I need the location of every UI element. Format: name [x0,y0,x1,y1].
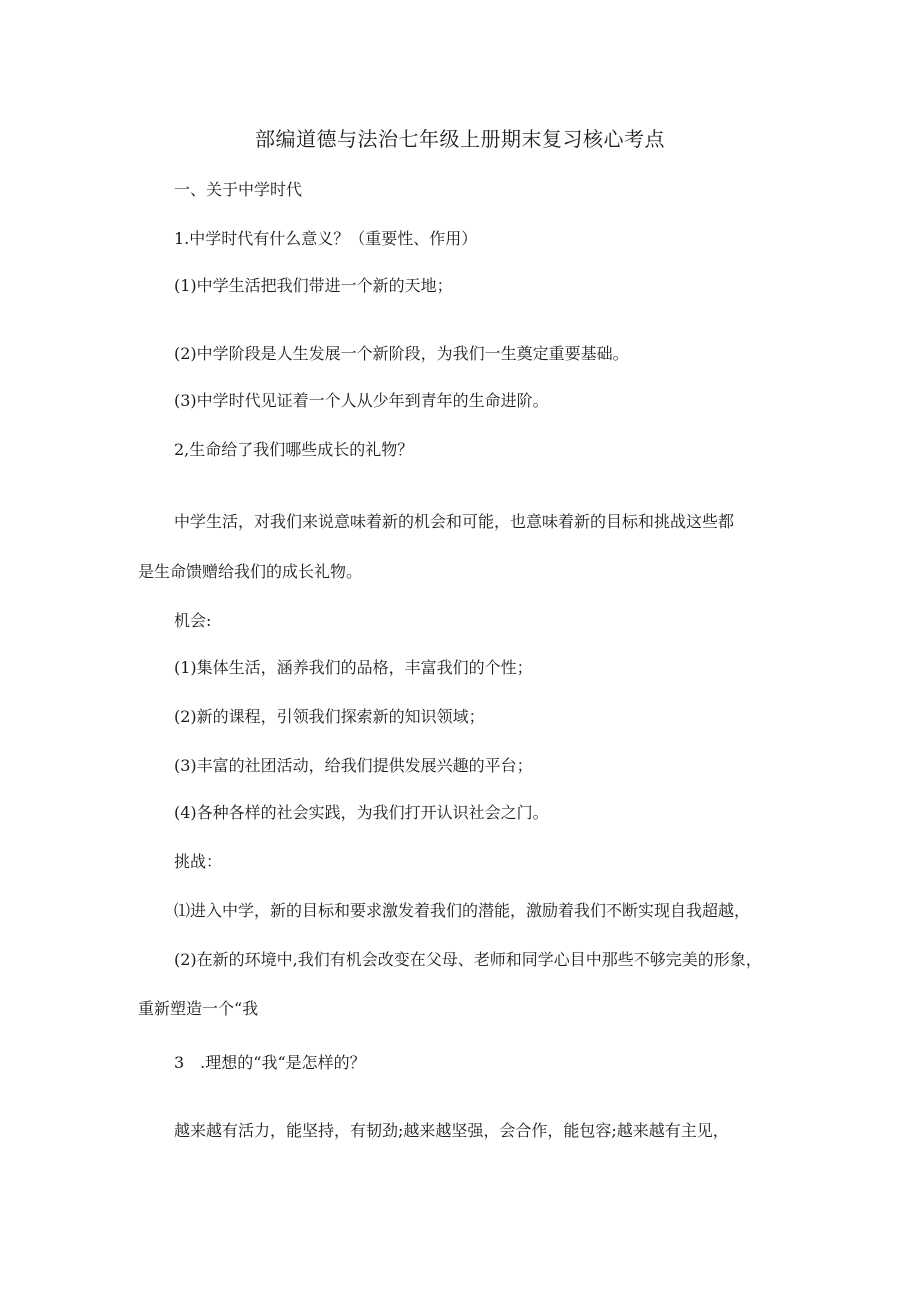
challenge-item-2-line-1: (2)在新的环境中,我们有机会改变在父母、老师和同学心目中那些不够完美的形象， [174,950,762,969]
challenge-item-2-line-2: 重新塑造一个“我 [138,999,259,1018]
question-3: 3 .理想的“我“是怎样的？ [174,1053,366,1072]
q1-item-1: (1)中学生活把我们带进一个新的天地； [174,276,453,295]
opportunities-label: 机会: [174,611,212,630]
q2-paragraph-line-1: 中学生活，对我们来说意味着新的机会和可能，也意味着新的目标和挑战这些都 [174,512,735,531]
opportunity-item-1: (1)集体生活，涵养我们的品格，丰富我们的个性； [174,658,533,677]
q2-paragraph-line-2: 是生命馈赠给我们的成长礼物。 [138,562,363,581]
document-title: 部编道德与法治七年级上册期末复习核心考点 [255,127,665,151]
question-1: 1.中学时代有什么意义？（重要性、作用） [174,229,478,248]
challenges-label: 挑战： [174,852,223,871]
opportunity-item-4: (4)各种各样的社会实践，为我们打开认识社会之门。 [174,803,549,822]
opportunity-item-3: (3)丰富的社团活动，给我们提供发展兴趣的平台； [174,756,533,775]
q1-item-2: (2)中学阶段是人生发展一个新阶段，为我们一生奠定重要基础。 [174,344,629,363]
opportunity-item-2: (2)新的课程，引领我们探索新的知识领域； [174,707,485,726]
challenge-item-1: ⑴进入中学，新的目标和要求激发着我们的潜能，激励着我们不断实现自我超越， [174,901,751,920]
question-2: 2,生命给了我们哪些成长的礼物？ [174,440,414,459]
section-heading: 一、关于中学时代 [174,180,303,199]
q3-answer: 越来越有活力，能坚持，有韧劲;越来越坚强，会合作，能包容;越来越有主见， [174,1121,729,1140]
q1-item-3: (3)中学时代见证着一个人从少年到青年的生命进阶。 [174,391,549,410]
